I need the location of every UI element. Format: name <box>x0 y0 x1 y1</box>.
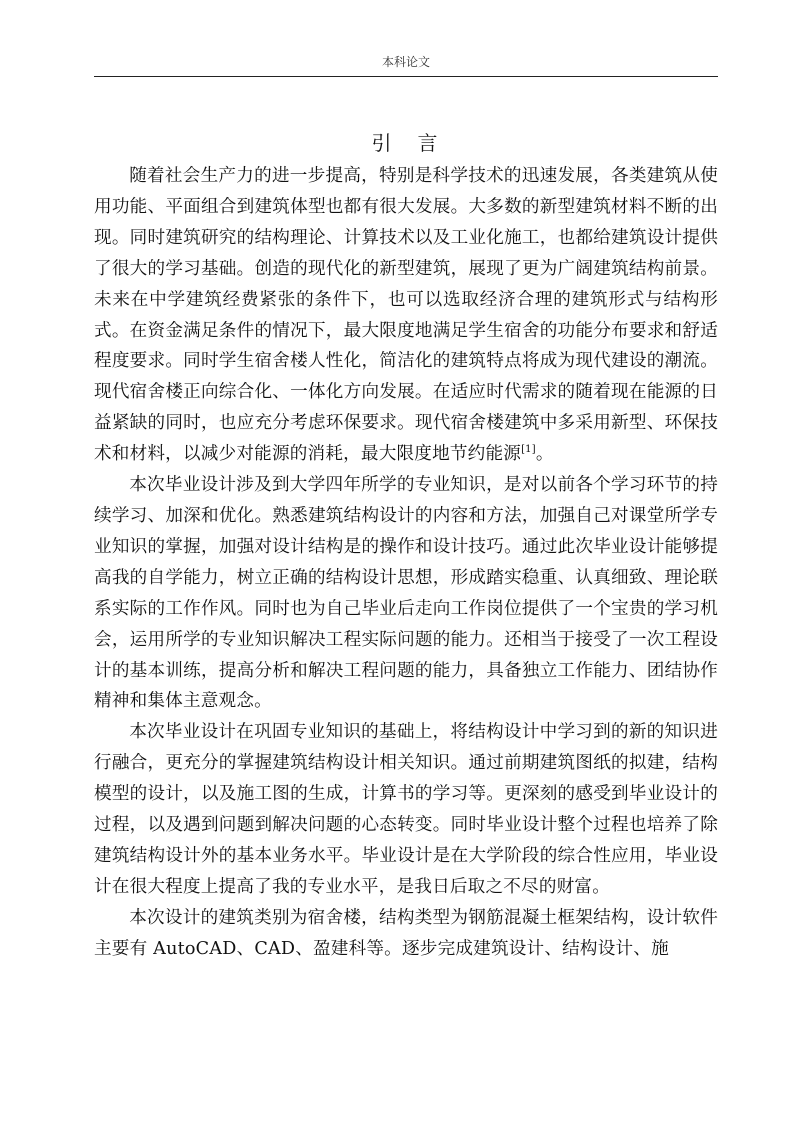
section-title: 引 言 <box>371 131 441 155</box>
paragraph-3: 本次毕业设计在巩固专业知识的基础上，将结构设计中学习到的新的知识进行融合，更充分的掌握建筑结构设计相关知识。通过前期建筑图纸的拟建，结构模型的设计，以及施工图的生成，计算书的学习等。更深刻的感受到毕业设计的过程，以及遇到问题到解决问题的心态转变。同时毕业设计整个过程也培养了除建筑结构设计外的基本业务水平。毕业设计是在大学阶段的综合性应用，毕业设计在很大程度上提高了我的专业水平，是我日后取之不尽的财富。 <box>94 722 718 897</box>
paragraph-1 <box>94 161 718 470</box>
body-text <box>94 161 718 965</box>
citation-reference: [1] <box>521 444 536 456</box>
paragraph-1-text: 随着社会生产力的进一步提高，特别是科学技术的迅速发展，各类建筑从使用功能、平面组合到建筑体型也都有很大发展。大多数的新型建筑材料不断的出现。同时建筑研究的结构理论、计算技术以及工业化施工，也都给建筑设计提供了很大的学习基础。创造的现代化的新型建筑，展现了更为广阔建筑结构前景。未来在中学建筑经费紧张的条件下，也可以选取经济合理的建筑形式与结构形式。在资金满足条件的情况下，最大限度地满足学生宿舍的功能分布要求和舒适程度要求。同时学生宿舍楼人性化，简洁化的建筑特点将成为现代建设的潮流。现代宿舍楼正向综合化、一体化方向发展。在适应时代需求的随着现在能源的日益紧缺的同时，也应充分考虑环保要求。现代宿舍楼建筑中多采用新型、环保技术和材料，以减少对能源的消耗，最大限度地节约能源 <box>94 166 718 465</box>
running-header: 本科论文 <box>381 55 430 69</box>
paragraph-2: 本次毕业设计涉及到大学四年所学的专业知识，是对以前各个学习环节的持续学习、加深和优化。熟悉建筑结构设计的内容和方法，加强自己对课堂所学专业知识的掌握，加强对设计结构是的操作和设计技巧。通过此次毕业设计能够提高我的自学能力，树立正确的结构设计思想，形成踏实稳重、认真细致、理论联系实际的工作作风。同时也为自己毕业后走向工作岗位提供了一个宝贵的学习机会，运用所学的专业知识解决工程实际问题的能力。还相当于接受了一次工程设计的基本训练，提高分析和解决工程问题的能力，具备独立工作能力、团结协作精神和集体主意观念。 <box>94 475 718 712</box>
header-rule <box>94 76 718 77</box>
paragraph-4: 本次设计的建筑类别为宿舍楼，结构类型为钢筋混凝土框架结构，设计软件主要有 AutoCAD、CAD、盈建科等。逐步完成建筑设计、结构设计、施 <box>94 907 718 959</box>
paragraph-1-ending: 。 <box>535 444 554 465</box>
